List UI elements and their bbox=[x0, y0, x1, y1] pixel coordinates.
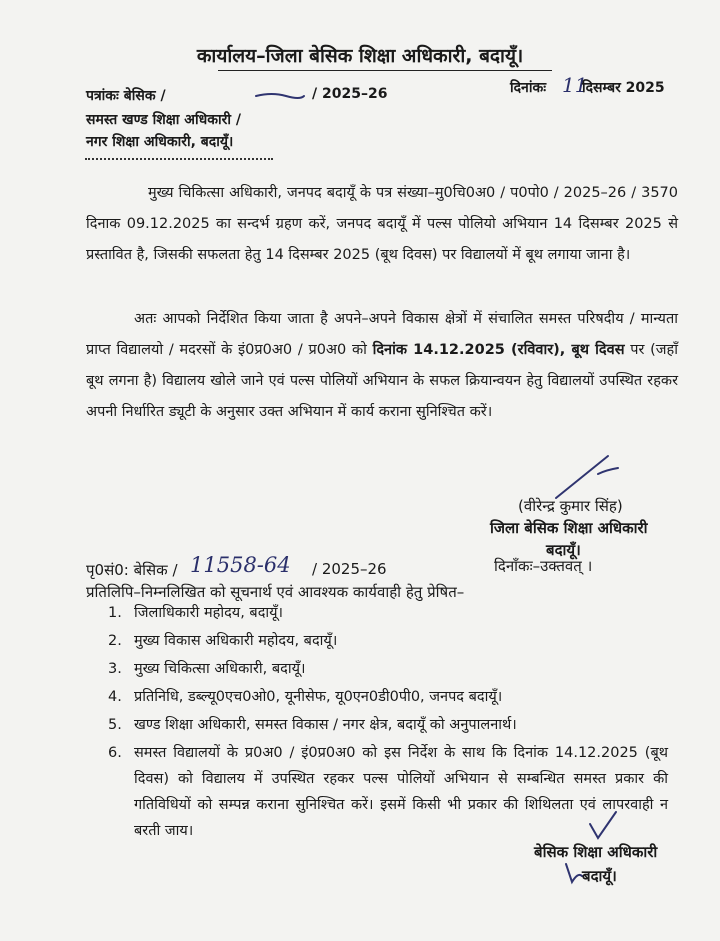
signatory-place: बदायूँ। bbox=[546, 541, 581, 559]
signatory-name: (वीरेन्द्र कुमार सिंह) bbox=[518, 497, 623, 515]
list-item: 1. जिलाधिकारी महोदय, बदायूँ। bbox=[108, 605, 284, 621]
copy-intro: प्रतिलिपि–निम्नलिखित को सूचनार्थ एवं आवश्यक कार्यवाही हेतु प्रेषित– bbox=[86, 583, 465, 601]
body-paragraph-1 bbox=[86, 178, 678, 271]
para2-text-a: अतः आपको निर्देशित किया जाता है अपने–अपने विकास क्षेत्रों में संचालित समस्त परिषदीय / मान्यता प्राप्त विद्यालयो / मदरसों के इं0प्र0अ0 / प्र0अ0 को bbox=[86, 311, 678, 358]
addressee-line1: समस्त खण्ड शिक्षा अधिकारी / bbox=[86, 112, 241, 128]
copy-ref-label: पृ0सं0: बेसिक / bbox=[86, 561, 178, 579]
signature-scribble-2 bbox=[586, 808, 620, 842]
officer-designation: बेसिक शिक्षा अधिकारी bbox=[534, 843, 658, 861]
patrank-label: पत्रांकः बेसिक / bbox=[86, 88, 166, 104]
patrank-year: / 2025–26 bbox=[312, 86, 388, 102]
patrank-scribble bbox=[252, 90, 308, 102]
copy-list bbox=[108, 600, 668, 846]
copy-ref-date: दिनाँकः–उक्तवत् । bbox=[494, 557, 593, 575]
copy-ref-year: / 2025–26 bbox=[312, 560, 387, 578]
body-paragraph-2 bbox=[86, 304, 678, 428]
para2-text-b: पर (जहाँ बूथ लगना है) विद्यालय खोले जाने एवं पल्स पोलियों अभियान के सफल क्रियान्वयन हेतु विद्यालयों उपस्थित रहकर अपनी निर्धारित ड्यूटी के अनुसार उक्त अभियान में कार्य कराना सुनिश्चित करें। bbox=[86, 342, 679, 420]
list-item: 6. समस्त विद्यालयों के प्र0अ0 / इं0प्र0अ0 को इस निर्देश के साथ कि दिनांक 14.12.2025 (बूथ दिवस) को विद्यालय में उपस्थित रहकर पल्स पोलियों अभियान से सम्बन्धित समस्त प्रकार की गतिविधियों को सम्पन्न कराना सुनिश्चित करें। इसमें किसी भी प्रकार की शिथिलता एवं लापरवाही न बरती जाय। bbox=[108, 745, 668, 839]
list-item: 2. मुख्य विकास अधिकारी महोदय, बदायूँ। bbox=[108, 633, 338, 649]
para2-bold-date: दिनांक 14.12.2025 (रविवार), बूथ दिवस bbox=[372, 342, 625, 358]
title-underline bbox=[218, 70, 552, 71]
dotted-divider bbox=[85, 158, 273, 160]
para1-text: मुख्य चिकित्सा अधिकारी, जनपद बदायूँ के पत्र संख्या–मु0चि0अ0 / प0पो0 / 2025–26 / 3570 दिनाक 09.12.2025 का सन्दर्भ ग्रहण करें, जनपद बदायूँ में पल्स पोलियो अभियान 14 दिसम्बर 2025 से प्रस्तावित है, जिसकी सफलता हेतु 14 दिसम्बर 2025 (बूथ दिवस) पर विद्यालयों में बूथ लगाया जाना है। bbox=[86, 185, 678, 263]
signature-scribble-1 bbox=[548, 450, 628, 502]
date-handwritten: 11 bbox=[562, 73, 588, 97]
office-title: कार्यालय–जिला बेसिक शिक्षा अधिकारी, बदायूँ। bbox=[196, 45, 524, 67]
list-item: 5. खण्ड शिक्षा अधिकारी, समस्त विकास / नगर क्षेत्र, बदायूँ को अनुपालनार्थ। bbox=[108, 717, 517, 733]
copy-ref-handwritten-number: 11558-64 bbox=[190, 553, 291, 577]
date-label: दिनांकः bbox=[510, 80, 547, 96]
list-item: 3. मुख्य चिकित्सा अधिकारी, बदायूँ। bbox=[108, 661, 306, 677]
officer-place: बदायूँ। bbox=[582, 867, 617, 885]
signatory-designation: जिला बेसिक शिक्षा अधिकारी bbox=[490, 519, 648, 537]
list-item: 4. प्रतिनिधि, डब्ल्यू0एच0ओ0, यूनीसेफ, यू0एन0डी0पी0, जनपद बदायूँ। bbox=[108, 689, 503, 705]
addressee-line2: नगर शिक्षा अधिकारी, बदायूँ। bbox=[86, 134, 234, 150]
date-month-year: दिसम्बर 2025 bbox=[582, 80, 665, 96]
